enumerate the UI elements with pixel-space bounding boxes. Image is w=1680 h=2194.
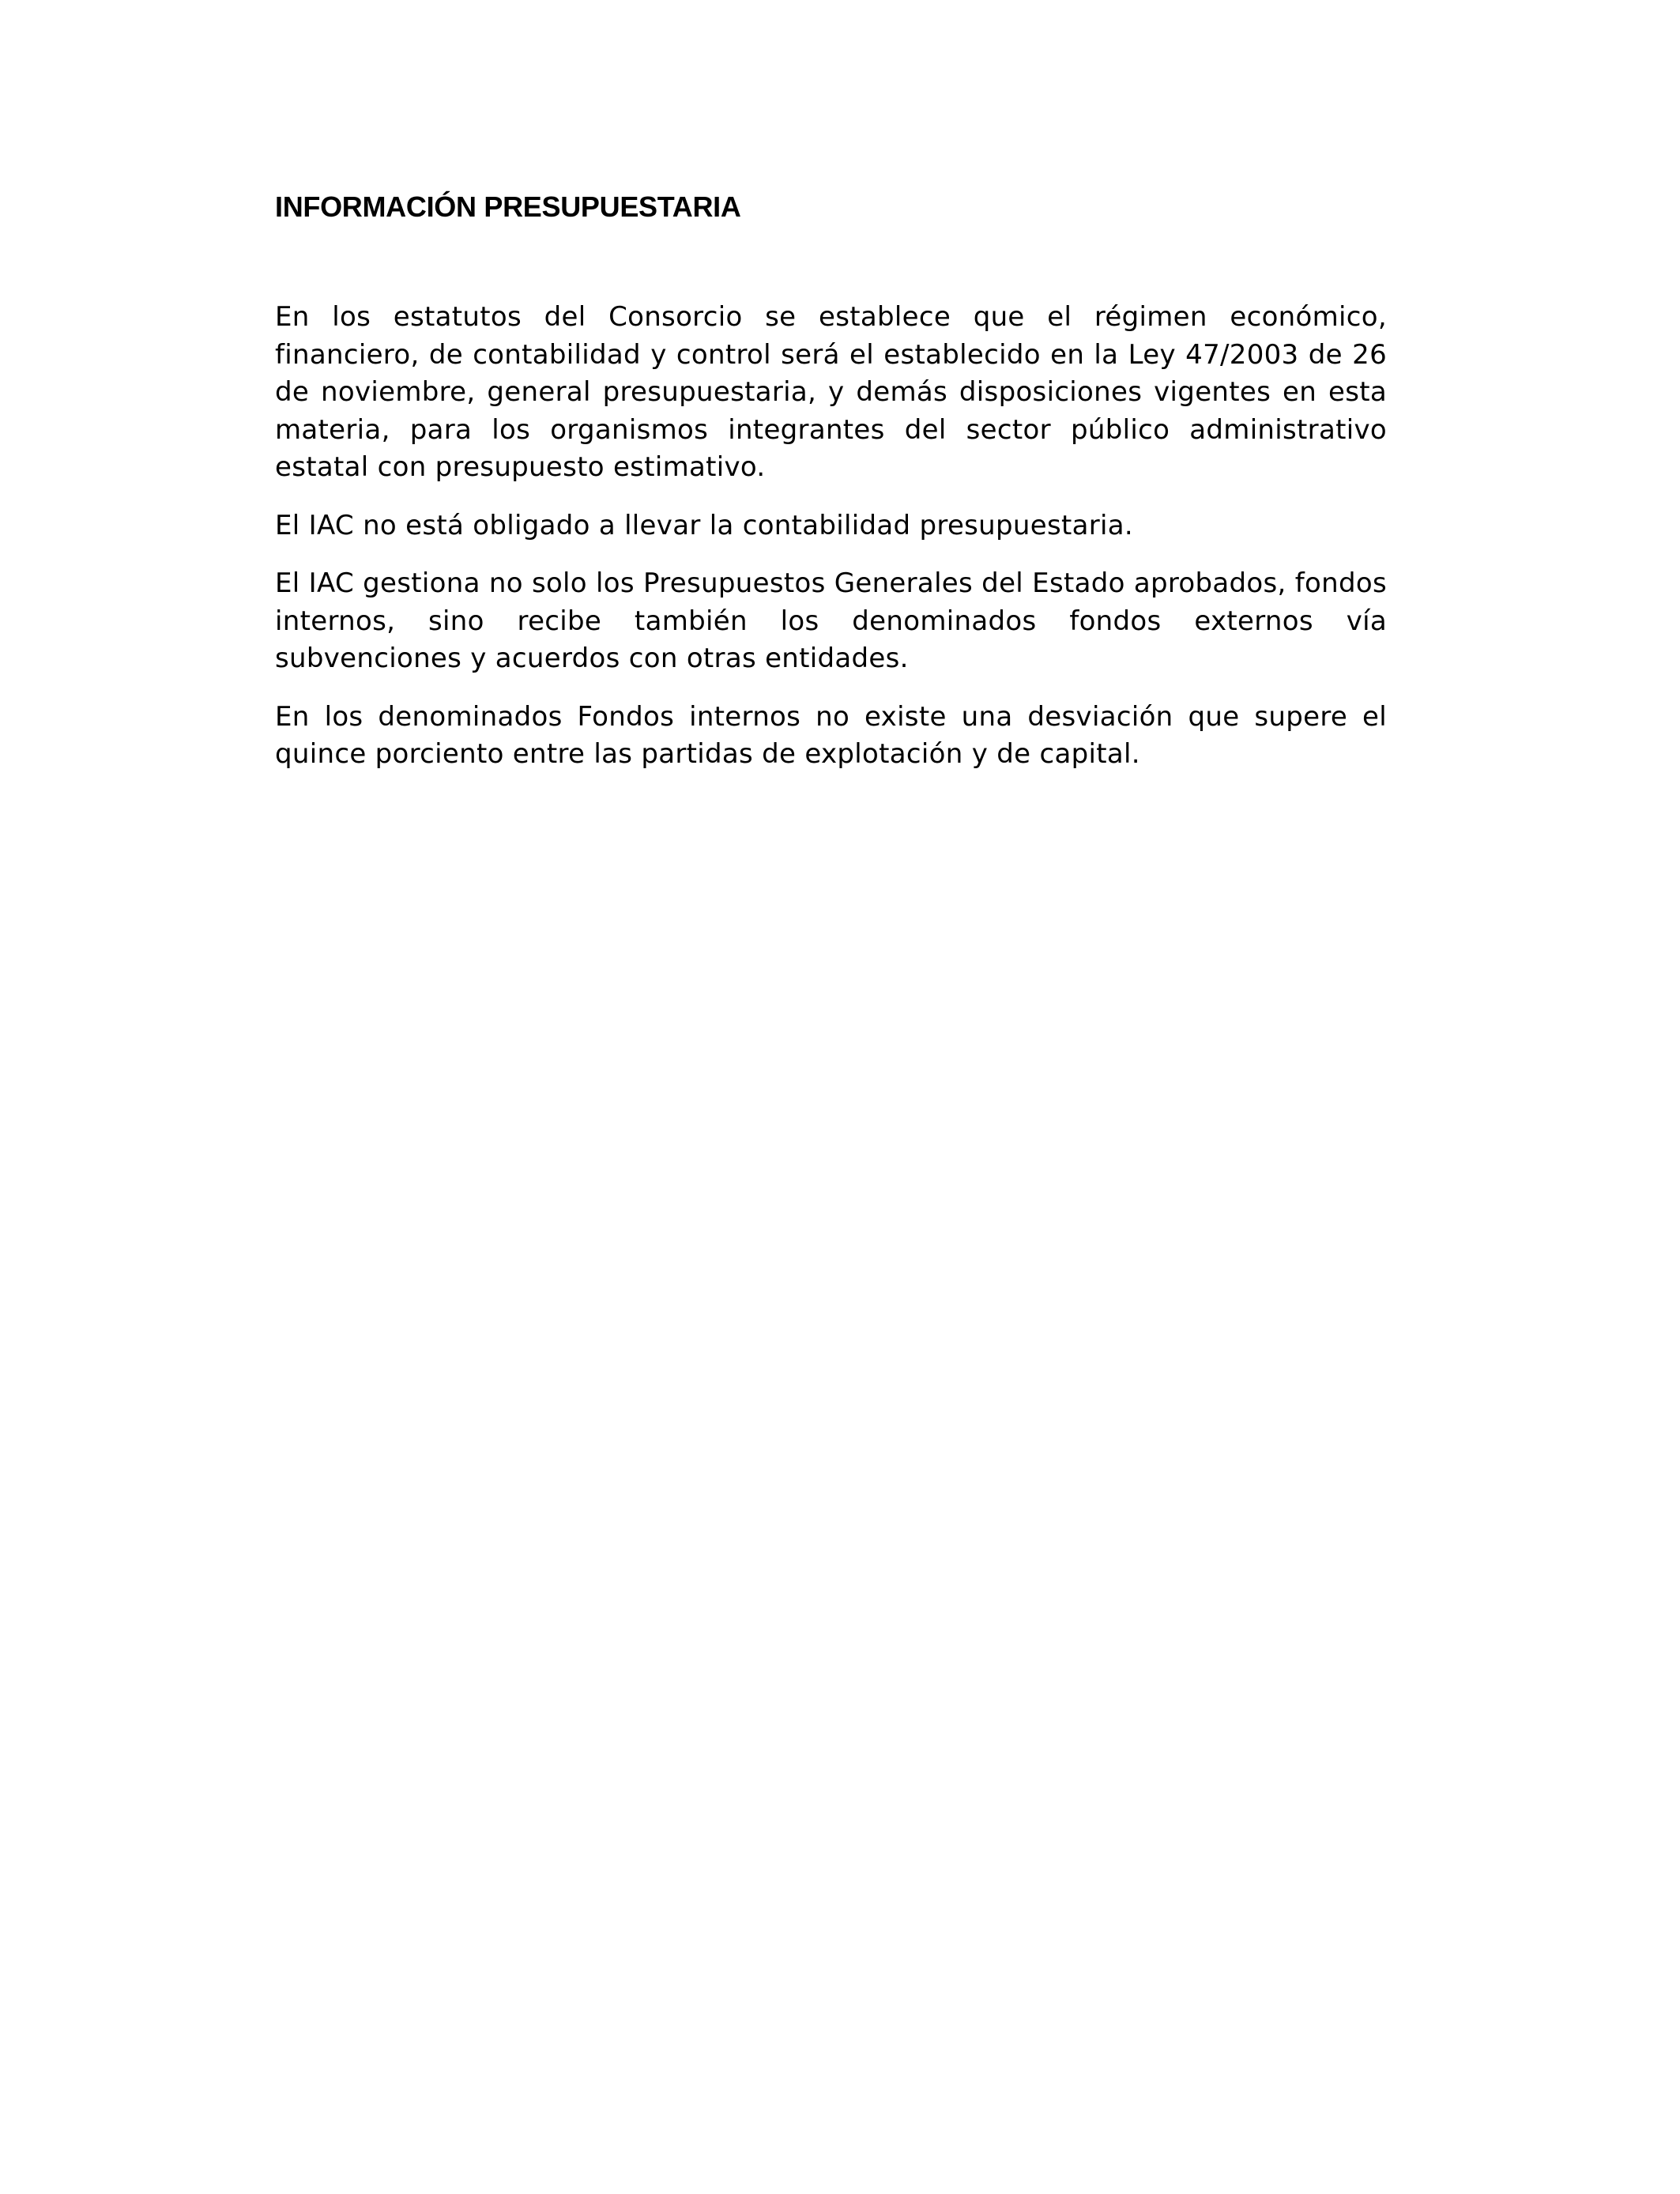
paragraph-funds-management: El IAC gestiona no solo los Presupuestos Generales del Estado aprobados, fondos internos, sino recibe también los denominados fondos externos vía subvenciones y acuerdos con otras entidades.: [275, 567, 1387, 674]
document-body: [275, 190, 1387, 794]
paragraph-accounting-obligation: El IAC no está obligado a llevar la contabilidad presupuestaria.: [275, 509, 1134, 541]
paragraph-statutes: En los estatutos del Consorcio se establece que el régimen económico, financiero, de contabilidad y control será el establecido en la Ley 47/2003 de 26 de noviembre, general presupuestaria, y demás disposiciones vigentes en esta materia, para los organismos integrantes del sector público administrativo estatal con presupuesto estimativo.: [275, 301, 1387, 483]
paragraph-internal-funds-deviation: En los denominados Fondos internos no existe una desviación que supere el quince porciento entre las partidas de explotación y de capital.: [275, 700, 1387, 770]
page-title: INFORMACIÓN PRESUPUESTARIA: [275, 190, 741, 223]
